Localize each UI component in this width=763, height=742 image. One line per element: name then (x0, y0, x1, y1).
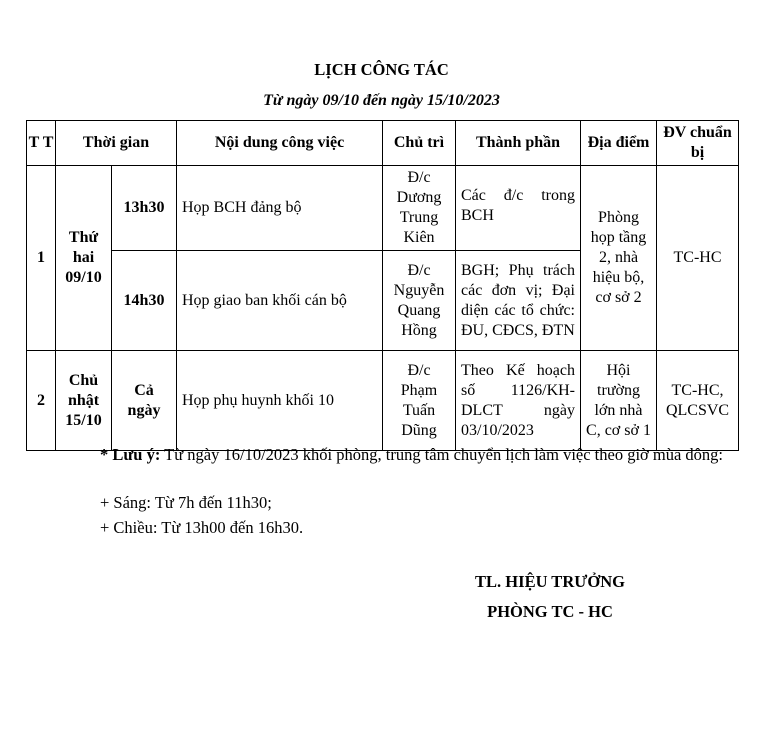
document-subtitle: Từ ngày 09/10 đến ngày 15/10/2023 (263, 92, 500, 109)
row-number: 1 (27, 166, 56, 351)
header-place: Địa điểm (581, 121, 657, 166)
row-content: Họp phụ huynh khối 10 (177, 351, 383, 451)
row-time: 14h30 (112, 251, 177, 351)
header-content: Nội dung công việc (177, 121, 383, 166)
header-members: Thành phần (456, 121, 581, 166)
row-content: Họp BCH đảng bộ (177, 166, 383, 251)
row-day: Thứ hai 09/10 (56, 166, 112, 351)
header-prep: ĐV chuẩn bị (657, 121, 739, 166)
header-time: Thời gian (56, 121, 177, 166)
table-header-row (27, 121, 739, 166)
note-paragraph (52, 443, 732, 467)
row-chair: Đ/c Nguyễn Quang Hồng (383, 251, 456, 351)
row-chair: Đ/c Phạm Tuấn Dũng (383, 351, 456, 451)
signature-title: TL. HIỆU TRƯỞNG (475, 572, 625, 591)
row-place: Phòng họp tầng 2, nhà hiệu bộ, cơ sở 2 (581, 166, 657, 351)
row-time: Cả ngày (112, 351, 177, 451)
schedule-table (26, 120, 739, 451)
row-time: 13h30 (112, 166, 177, 251)
row-chair: Đ/c Dương Trung Kiên (383, 166, 456, 251)
table-row (27, 166, 739, 251)
row-members: Theo Kế hoạch số 1126/KH-DLCT ngày 03/10/2023 (456, 351, 581, 451)
header-chair: Chủ trì (383, 121, 456, 166)
row-content: Họp giao ban khối cán bộ (177, 251, 383, 351)
row-prep: TC-HC, QLCSVC (657, 351, 739, 451)
row-place: Hội trường lớn nhà C, cơ sở 1 (581, 351, 657, 451)
row-members: Các đ/c trong BCH (456, 166, 581, 251)
note-label: * Lưu ý: (100, 445, 161, 464)
signature-department: PHÒNG TC - HC (487, 602, 613, 621)
row-members: BGH; Phụ trách các đơn vị; Đại diện các tổ chức: ĐU, CĐCS, ĐTN (456, 251, 581, 351)
note-morning: + Sáng: Từ 7h đến 11h30; (100, 493, 272, 512)
note-afternoon: + Chiều: Từ 13h00 đến 16h30. (100, 518, 304, 537)
row-day: Chủ nhật 15/10 (56, 351, 112, 451)
header-tt: T T (27, 121, 56, 166)
note-text: Từ ngày 16/10/2023 khối phòng, trung tâm chuyển lịch làm việc theo giờ mùa đông: (160, 445, 724, 464)
row-prep: TC-HC (657, 166, 739, 351)
table-row (27, 351, 739, 451)
row-number: 2 (27, 351, 56, 451)
document-title: LỊCH CÔNG TÁC (314, 60, 449, 79)
